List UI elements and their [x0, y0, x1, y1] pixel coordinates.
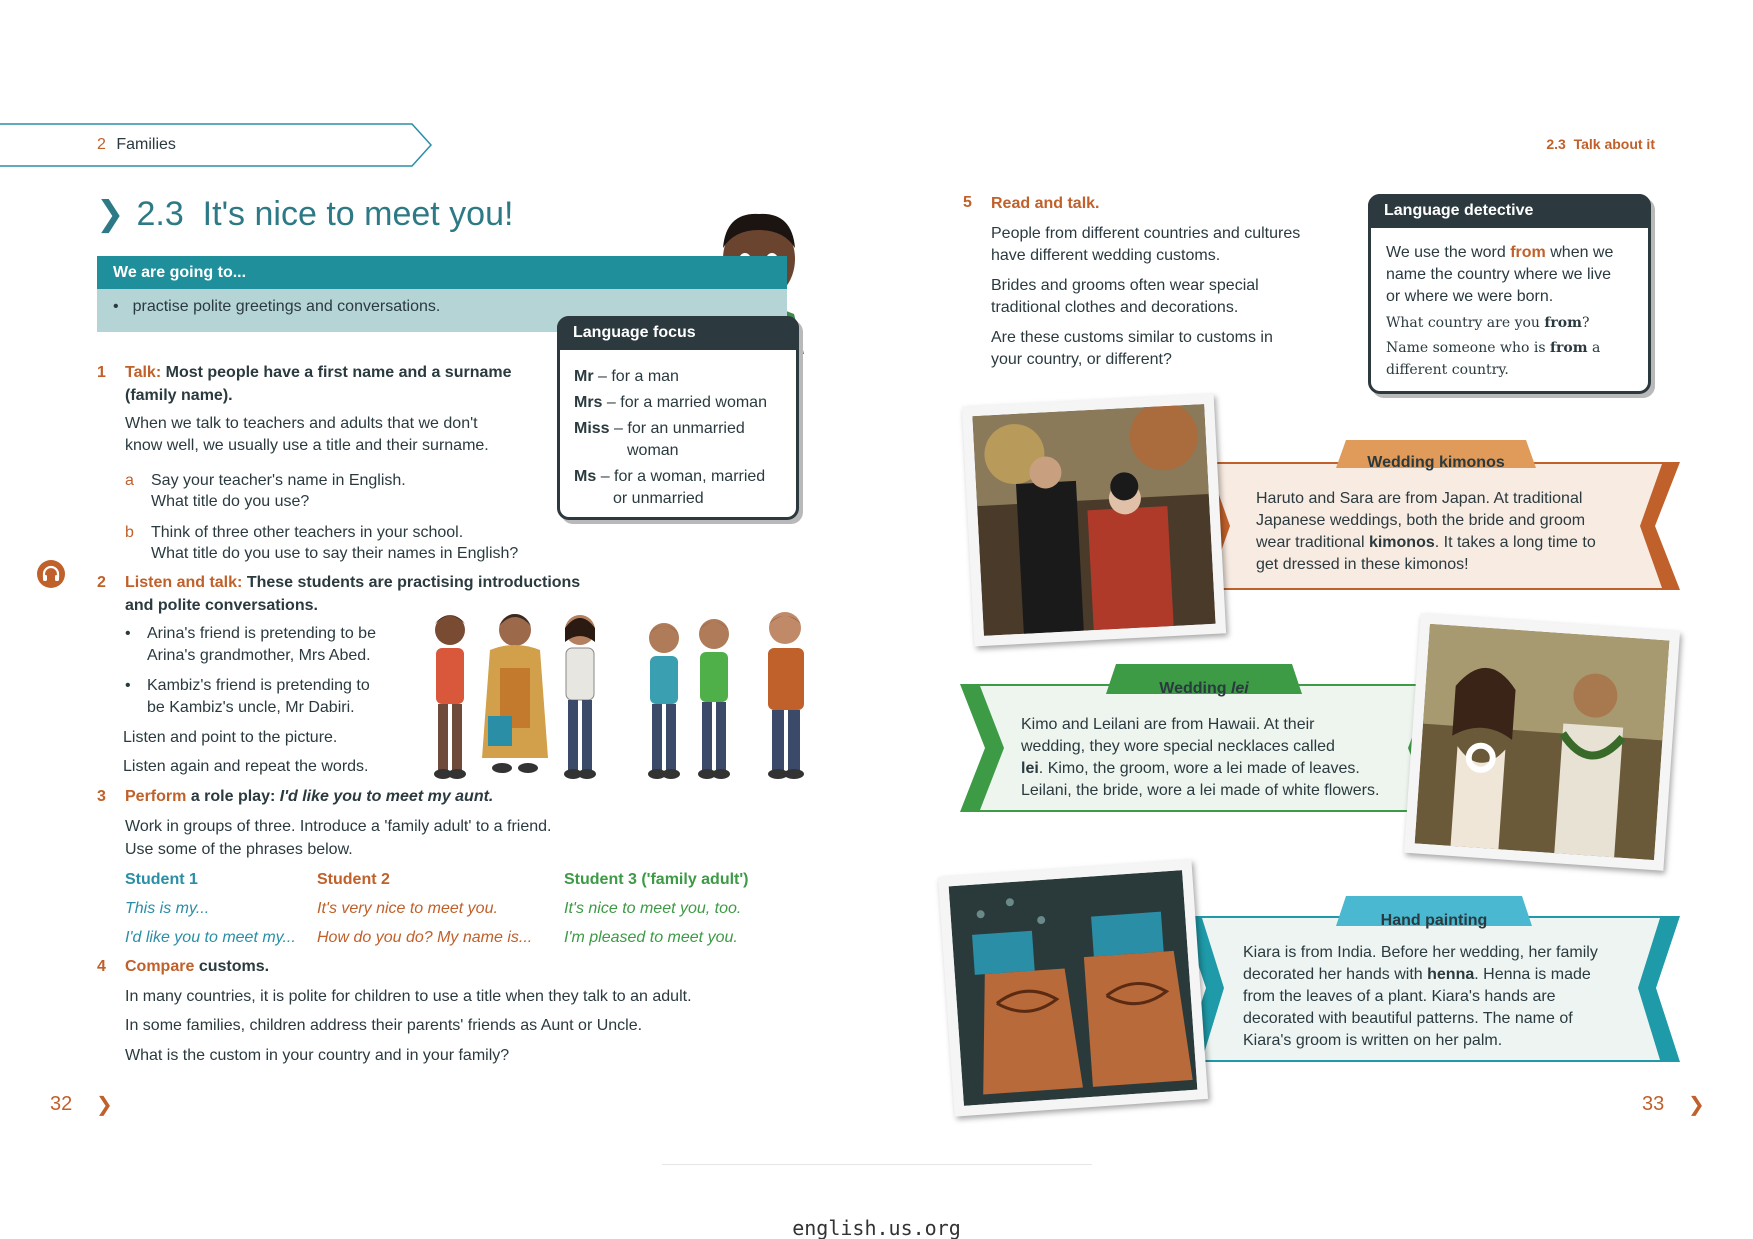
task5-text: have different wedding customs. [991, 247, 1221, 264]
phrase: It's very nice to meet you. [317, 900, 498, 917]
henna-line: from the leaves of a plant. Kiara's hands are [1243, 988, 1556, 1005]
girl-figure [434, 615, 466, 779]
chevron-right-icon[interactable]: ❯ [1688, 1094, 1705, 1116]
ld-text: when we [1550, 244, 1614, 261]
lei-tag [1106, 672, 1302, 698]
phrase: It's nice to meet you, too. [564, 900, 742, 917]
kimono-photo-image [972, 404, 1215, 636]
language-focus-line [574, 366, 679, 388]
task-number: 5 [963, 194, 972, 211]
henna-text: . Henna is made [1474, 966, 1591, 983]
lf-term: Miss [574, 420, 610, 437]
kimono-photo [962, 394, 1226, 647]
page-number-right: 33 [1642, 1093, 1665, 1115]
phrase: This is my... [125, 900, 210, 917]
divider [662, 1164, 1092, 1165]
task3-heading-text: a role play: [190, 788, 276, 805]
phrase: How do you do? My name is... [317, 929, 533, 946]
lf-desc: – for a woman, married [600, 468, 766, 485]
lei-line [1021, 758, 1360, 780]
lei-line: wedding, they wore special necklaces called [1021, 738, 1335, 755]
students-illustration [410, 608, 820, 784]
lf-desc: woman [627, 442, 679, 459]
henna-line: Kiara is from India. Before her wedding, her family [1243, 944, 1598, 961]
task3-body: Work in groups of three. Introduce a 'family adult' to a friend. [125, 818, 552, 835]
kimonos-text: . It takes a long time to [1434, 534, 1596, 551]
task1-b-line: What title do you use to say their names in English? [151, 545, 519, 562]
henna-text: decorated her hands with [1243, 966, 1423, 983]
task2-bullet: be Kambiz's uncle, Mr Dabiri. [147, 699, 355, 716]
section-header [1546, 136, 1655, 152]
uncle-figure [768, 612, 804, 779]
task1-heading-text: Most people have a first name and a surname [165, 364, 512, 381]
lei-bold: lei [1021, 760, 1039, 777]
task1-body: When we talk to teachers and adults that we don't [125, 415, 478, 432]
henna-line: Kiara's groom is written on her palm. [1243, 1032, 1503, 1049]
ld-question: different country. [1386, 362, 1509, 378]
chevron-right-icon[interactable]: ❯ [96, 1094, 113, 1116]
student3-heading: Student 3 ('family adult') [564, 871, 749, 888]
language-focus-line [627, 440, 679, 462]
lf-desc: – for an unmarried [614, 420, 745, 437]
kimonos-line [1256, 532, 1596, 554]
page-number-left: 32 [50, 1093, 73, 1115]
grandmother-figure [482, 614, 548, 773]
ld-keyword: from [1544, 315, 1582, 331]
lei-tag-italic: lei [1230, 680, 1249, 697]
student1-heading: Student 1 [125, 871, 198, 888]
headphones-icon[interactable] [36, 559, 66, 589]
ld-text: a [1591, 340, 1601, 356]
phrase: I'm pleased to meet you. [564, 929, 738, 946]
lei-photo-image [1415, 624, 1670, 860]
section-number: 2.3 [1546, 136, 1566, 152]
ld-keyword: from [1549, 340, 1588, 356]
task3-body: Use some of the phrases below. [125, 841, 353, 858]
task5-text: traditional clothes and decorations. [991, 299, 1239, 316]
task2-line: Listen and point to the picture. [123, 729, 338, 746]
task5-text: Brides and grooms often wear special [991, 277, 1259, 294]
chapter-number: 2 [97, 136, 106, 153]
task1-b-letter: b [125, 524, 134, 541]
task-number: 4 [97, 958, 106, 975]
task1-heading2: (family name). [125, 387, 233, 404]
student2-heading: Student 2 [317, 871, 390, 888]
task4-heading [125, 956, 269, 978]
henna-line [1243, 964, 1591, 986]
lei-line: Kimo and Leilani are from Hawaii. At their [1021, 716, 1315, 733]
chapter-title: Families [116, 136, 176, 153]
ld-text: We use the word [1386, 244, 1506, 261]
phrase: I'd like you to meet my... [125, 929, 296, 946]
bullet-dot: • [125, 625, 131, 642]
task-number: 3 [97, 788, 106, 805]
ld-text: What country are you [1386, 315, 1540, 331]
lei-tag-text: Wedding [1159, 680, 1227, 697]
title-number: 2.3 [136, 195, 184, 233]
chevron-right-icon: ❯ [96, 195, 125, 233]
boy1-figure [648, 623, 680, 779]
chapter-tab-shape [0, 123, 432, 167]
lei-line: Leilani, the bride, wore a lei made of white flowers. [1021, 782, 1380, 799]
task2-bullet: Arina's grandmother, Mrs Abed. [147, 647, 371, 664]
website-footer[interactable]: english.us.org [792, 1216, 961, 1239]
task2-line: Listen again and repeat the words. [123, 758, 369, 775]
task3-heading [125, 786, 493, 808]
ld-text: Name someone who is [1386, 340, 1546, 356]
goal-item-text: practise polite greetings and conversations. [132, 298, 441, 315]
lf-term: Mrs [574, 394, 603, 411]
lf-desc: or unmarried [613, 490, 704, 507]
language-focus-heading: Language focus [557, 316, 799, 350]
lf-desc: – for a man [598, 368, 679, 385]
task5-text: People from different countries and cultures [991, 225, 1301, 242]
goal-item: • practise polite greetings and conversations. [113, 298, 441, 315]
boy2-figure [698, 619, 730, 779]
task3-heading-italic: I'd like you to meet my aunt. [279, 788, 494, 805]
goals-heading: We are going to... [97, 256, 787, 289]
task1-heading [125, 362, 555, 384]
task4-line: In some families, children address their parents' friends as Aunt or Uncle. [125, 1017, 643, 1034]
task1-a-letter: a [125, 472, 134, 489]
chapter-tab[interactable] [97, 136, 176, 154]
task2-bullet: Kambiz's friend is pretending to [147, 677, 370, 694]
kimonos-tag: Wedding kimonos [1367, 454, 1505, 471]
language-focus-line [574, 418, 745, 440]
task1-keyword: Talk: [125, 364, 162, 381]
task2-heading-text: These students are practising introductions [246, 574, 581, 591]
ld-question [1386, 312, 1589, 334]
task2-keyword: Listen and talk: [125, 574, 243, 591]
task1-body: know well, we usually use a title and their surname. [125, 437, 489, 454]
girl2-figure [564, 615, 596, 779]
ld-line [1386, 242, 1613, 264]
page-title [96, 194, 513, 234]
henna-photo [938, 859, 1208, 1116]
kimonos-line: get dressed in these kimonos! [1256, 556, 1469, 573]
task2-heading2: and polite conversations. [125, 597, 318, 614]
task1-a-line: Say your teacher's name in English. [151, 472, 406, 489]
language-focus-line [574, 466, 765, 488]
lf-term: Mr [574, 368, 594, 385]
task2-bullet: Arina's friend is pretending to be [147, 625, 376, 642]
task5-text: your country, or different? [991, 351, 1172, 368]
henna-bold: henna [1427, 966, 1475, 983]
task4-line: What is the custom in your country and in your family? [125, 1047, 510, 1064]
task4-keyword: Compare [125, 958, 195, 975]
ld-keyword: from [1510, 244, 1546, 261]
kimonos-text: wear traditional [1256, 534, 1365, 551]
lf-desc: – for a married woman [606, 394, 767, 411]
henna-line: decorated with beautiful patterns. The name of [1243, 1010, 1573, 1027]
task5-text: Are these customs similar to customs in [991, 329, 1273, 346]
task5-heading: Read and talk. [991, 195, 1100, 212]
task-number: 1 [97, 364, 106, 381]
language-focus-line [574, 392, 767, 414]
task3-keyword: Perform [125, 788, 187, 805]
task1-a-line: What title do you use? [151, 493, 310, 510]
kimonos-bold: kimonos [1368, 534, 1435, 551]
henna-photo-image [949, 870, 1198, 1106]
ld-text: ? [1581, 315, 1590, 331]
lf-term: Ms [574, 468, 597, 485]
task4-heading-text: customs. [198, 958, 270, 975]
lei-text: . Kimo, the groom, wore a lei made of leaves. [1038, 760, 1360, 777]
title-text: It's nice to meet you! [202, 195, 514, 233]
language-focus-line [613, 488, 704, 510]
task1-b-line: Think of three other teachers in your school. [151, 524, 464, 541]
kimonos-line: Haruto and Sara are from Japan. At traditional [1256, 490, 1583, 507]
task4-line: In many countries, it is polite for children to use a title when they talk to an adult. [125, 988, 692, 1005]
task2-heading [125, 572, 615, 594]
bullet-dot: • [125, 677, 131, 694]
ld-line: or where we were born. [1386, 288, 1554, 305]
kimonos-line: Japanese weddings, both the bride and groom [1256, 512, 1586, 529]
ld-line: name the country where we live [1386, 266, 1611, 283]
ld-question [1386, 337, 1600, 359]
language-detective-heading: Language detective [1368, 194, 1651, 228]
lei-photo [1404, 613, 1680, 871]
task-number: 2 [97, 574, 106, 591]
henna-tag: Hand painting [1380, 912, 1488, 929]
section-title: Talk about it [1573, 136, 1655, 152]
